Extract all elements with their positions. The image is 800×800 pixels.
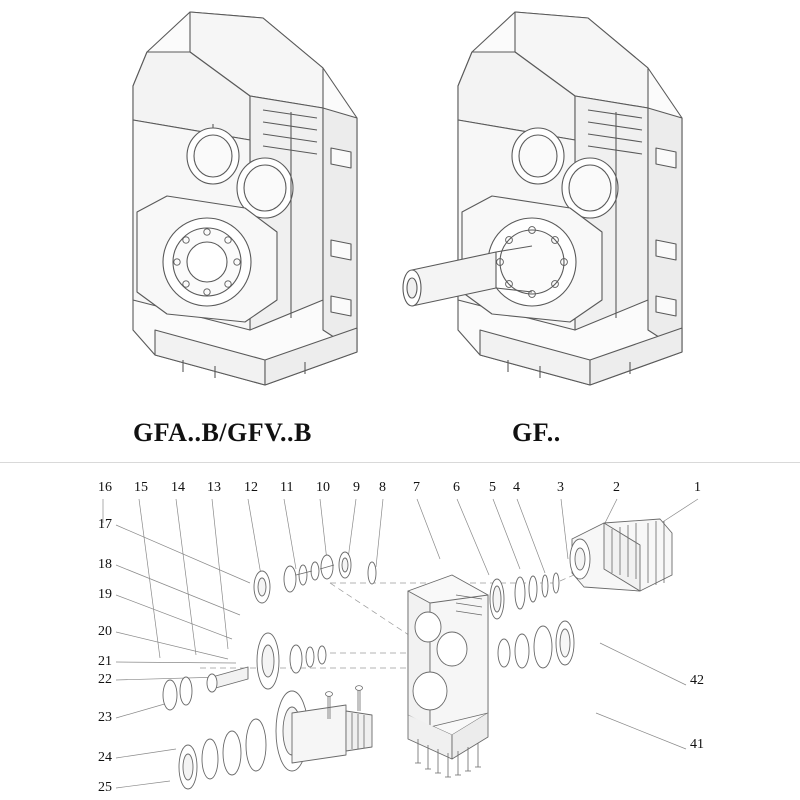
callout-8: 8: [379, 480, 386, 495]
callout-20: 20: [98, 624, 112, 639]
gearbox-figure-right: [400, 0, 710, 400]
callout-42: 42: [690, 673, 704, 688]
exploded-view: [0, 463, 800, 800]
callout-24: 24: [98, 750, 112, 765]
callout-17: 17: [98, 517, 112, 532]
callout-12: 12: [244, 480, 258, 495]
figure-caption-left: GFA..B/GFV..B: [133, 418, 312, 447]
callout-19: 19: [98, 587, 112, 602]
callout-23: 23: [98, 710, 112, 725]
callout-3: 3: [557, 480, 564, 495]
callout-1: 1: [694, 480, 701, 495]
callout-13: 13: [207, 480, 221, 495]
callout-10: 10: [316, 480, 330, 495]
callout-14: 14: [171, 480, 185, 495]
callout-21: 21: [98, 654, 112, 669]
callout-25: 25: [98, 780, 112, 795]
callout-9: 9: [353, 480, 360, 495]
callout-11: 11: [280, 480, 294, 495]
callout-18: 18: [98, 557, 112, 572]
callout-16: 16: [98, 480, 112, 495]
callout-2: 2: [613, 480, 620, 495]
callout-6: 6: [453, 480, 460, 495]
callout-4: 4: [513, 480, 520, 495]
callout-22: 22: [98, 672, 112, 687]
gearbox-figure-left: [95, 0, 385, 400]
exploded-assembly-drawing: [0, 463, 800, 800]
figure-caption-right: GF..: [512, 418, 561, 447]
callout-7: 7: [413, 480, 420, 495]
callout-15: 15: [134, 480, 148, 495]
callout-5: 5: [489, 480, 496, 495]
callout-41: 41: [690, 737, 704, 752]
